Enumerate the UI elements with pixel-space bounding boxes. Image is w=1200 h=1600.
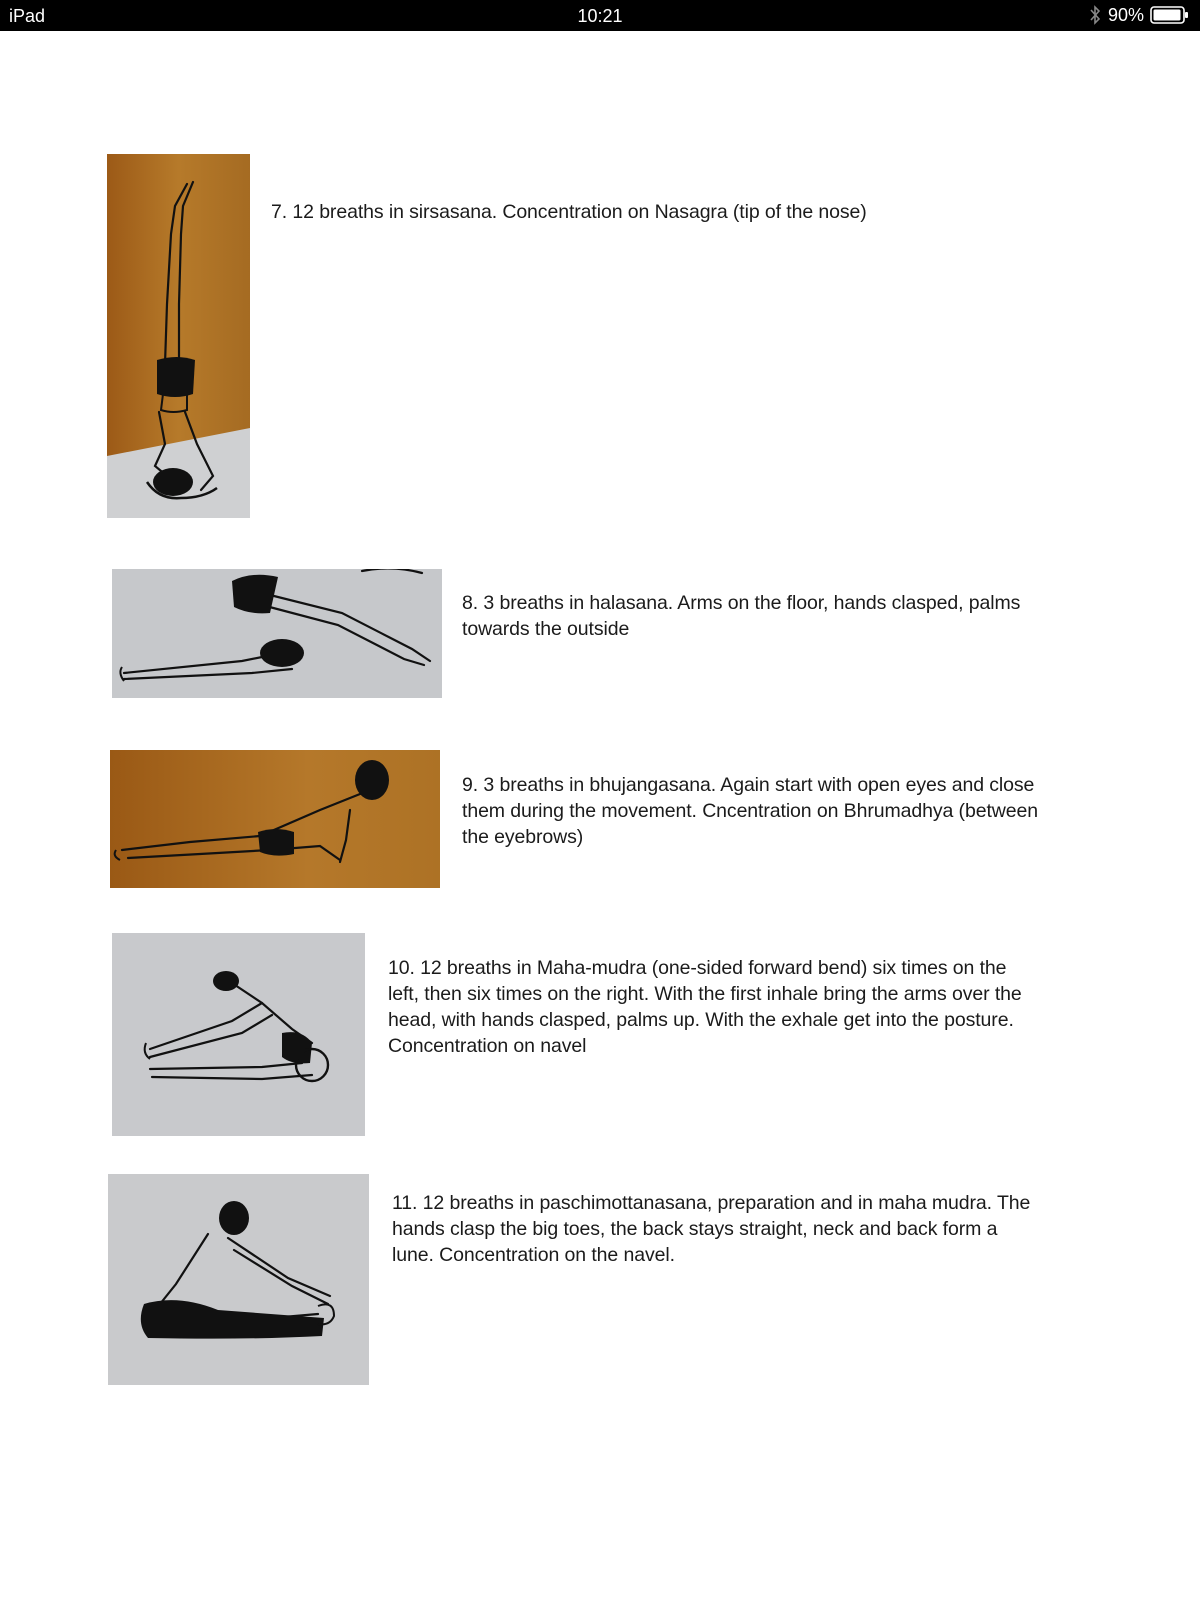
headstand-figure bbox=[107, 154, 250, 518]
step-10-text: 10. 12 breaths in Maha-mudra (one-sided forward bend) six times on the left, then six times on the right. With the first inhale bring the arms over the head, with hands clasped, palms up. With the exhale get into the posture. Concentration on navel bbox=[388, 957, 1022, 1057]
plough-pose-figure bbox=[112, 569, 442, 698]
battery-percent: 90% bbox=[1107, 4, 1144, 25]
cobra-pose-figure bbox=[110, 750, 440, 888]
status-bar bbox=[0, 0, 1200, 31]
clock: 10:21 bbox=[577, 6, 623, 26]
step-7-text: 7. 12 breaths in sirsasana. Concentration on Nasagra (tip of the nose) bbox=[271, 201, 867, 223]
battery-icon bbox=[1150, 5, 1190, 25]
device-name: iPad bbox=[9, 6, 46, 26]
maha-mudra-figure bbox=[112, 933, 365, 1136]
forward-bend-figure bbox=[108, 1174, 369, 1385]
status-right bbox=[1088, 4, 1190, 26]
bluetooth-icon bbox=[1088, 4, 1102, 26]
step-9-text: 9. 3 breaths in bhujangasana. Again start with open eyes and close them during the movement. Cncentration on Bhrumadhya (between the eyebrows) bbox=[462, 774, 1038, 848]
step-8-text: 8. 3 breaths in halasana. Arms on the floor, hands clasped, palms towards the outside bbox=[462, 592, 1021, 640]
step-11-text: 11. 12 breaths in paschimottanasana, preparation and in maha mudra. The hands clasp the big toes, the back stays straight, neck and back form a lune. Concentration on the navel. bbox=[392, 1192, 1031, 1266]
